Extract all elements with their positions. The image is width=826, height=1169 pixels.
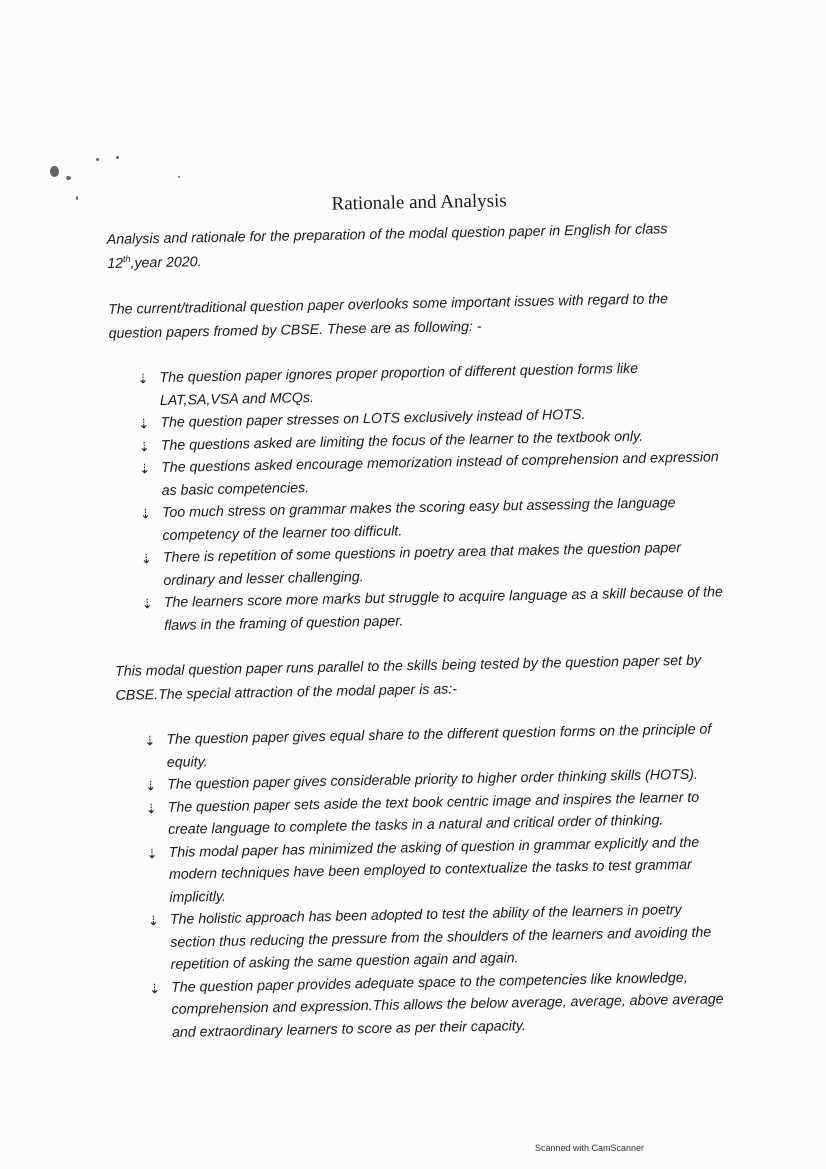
- list-item: ⇣ Too much stress on grammar makes the scoring easy but assessing the language competency of the learner too difficult.: [139, 495, 676, 544]
- section1-intro: The current/traditional question paper overlooks some important issues with regard to the question papers fromed by CBSE. These are as following: -: [107, 291, 669, 342]
- arrow-down-icon: ⇣: [144, 733, 156, 749]
- list-item: ⇣ The holistic approach has been adopted to test the ability of the learners in poetry section thus reducing the pressure from the shoulders of the learners and avoiding the repetition of asking the same question again and again.: [147, 902, 712, 973]
- arrow-down-icon: ⇣: [139, 461, 151, 477]
- arrow-down-icon: ⇣: [146, 845, 158, 861]
- section2-list: [116, 718, 732, 1045]
- list-item: ⇣ This modal paper has minimized the asking of question in grammar explicitly and the modern techniques have been employed to contextualize the tasks to test grammar implicitly.: [146, 834, 700, 906]
- arrow-down-icon: ⇣: [145, 800, 157, 816]
- list-item: ⇣ The question paper ignores proper proportion of different question forms like LAT,SA,VSA and MCQs.: [137, 360, 639, 409]
- scan-speck: [116, 156, 119, 159]
- list-item: ⇣ The learners score more marks but struggle to acquire language as a skill because of the flaws in the framing of question paper.: [141, 584, 723, 634]
- scan-speck: [96, 158, 99, 161]
- arrow-down-icon: ⇣: [141, 596, 153, 612]
- section2-intro: This modal question paper runs parallel to the skills being tested by the question paper set by CBSE.The special attraction of the modal paper is as:-: [114, 652, 702, 704]
- list-item: ⇣ The questions asked are limiting the focus of the learner to the textbook only.: [139, 424, 721, 458]
- scan-speck: [178, 176, 180, 178]
- arrow-down-icon: ⇣: [137, 371, 149, 387]
- arrow-down-icon: ⇣: [149, 980, 161, 996]
- arrow-down-icon: ⇣: [145, 778, 157, 794]
- arrow-down-icon: ⇣: [139, 506, 152, 522]
- scan-speck: [76, 196, 78, 200]
- section1-list: [109, 356, 724, 638]
- intro-tail: ,year 2020.: [130, 254, 202, 272]
- list-item: ⇣ The question paper provides adequate space to the competencies like knowledge, comprehension and expression.This allows the below average, average, above average and extraordinary learners to score as per their capacity.: [149, 969, 724, 1041]
- arrow-down-icon: ⇣: [138, 438, 150, 454]
- list-item: ⇣ There is repetition of some questions in poetry area that makes the question paper ordinary and lesser challenging.: [140, 540, 682, 589]
- document-title: Rationale and Analysis: [331, 190, 507, 215]
- list-item: ⇣ The questions asked encourage memorization instead of comprehension and expression as basic competencies.: [139, 449, 719, 499]
- document-page: [106, 186, 733, 1067]
- list-item: ⇣ The question paper stresses on LOTS exclusively instead of HOTS.: [138, 401, 720, 435]
- intro-paragraph: [107, 216, 718, 276]
- intro-text: Analysis and rationale for the preparation of the modal question paper in English for class 12: [106, 221, 668, 272]
- scanner-watermark: Scanned with CamScanner: [535, 1143, 645, 1153]
- scan-speck: [66, 176, 71, 180]
- list-item: ⇣ The question paper gives equal share to the different question forms on the principle of equity.: [144, 721, 712, 771]
- arrow-down-icon: ⇣: [138, 416, 150, 432]
- arrow-down-icon: ⇣: [147, 913, 159, 929]
- intro-superscript: th: [122, 253, 131, 264]
- list-item: ⇣ The question paper gives considerable priority to higher order thinking skills (HOTS).: [145, 763, 727, 797]
- arrow-down-icon: ⇣: [140, 551, 152, 567]
- list-item: ⇣ The question paper sets aside the text book centric image and inspires the learner to create language to complete the tasks in a natural and critical order of thinking.: [145, 789, 700, 838]
- scan-speck: [50, 166, 59, 177]
